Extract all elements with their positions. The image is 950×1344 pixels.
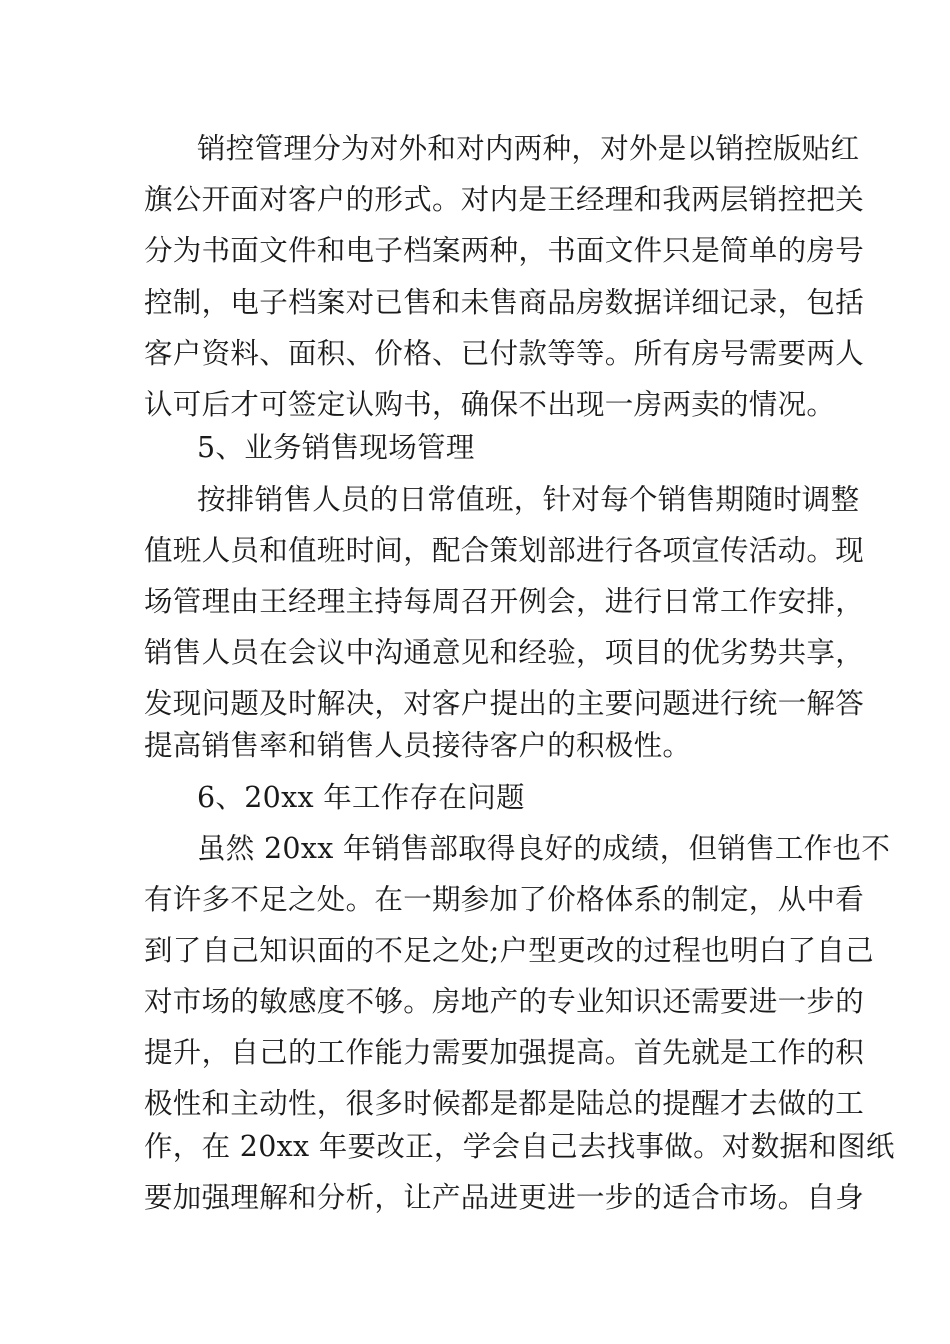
paragraph-line: 要加强理解和分析，让产品进更进一步的适合市场。自身 <box>144 1181 865 1214</box>
paragraph-line: 极性和主动性，很多时候都是都是陆总的提醒才去做的工 <box>144 1087 865 1120</box>
paragraph-line: 有许多不足之处。在一期参加了价格体系的制定，从中看 <box>144 883 865 916</box>
paragraph-line: 按排销售人员的日常值班，针对每个销售期随时调整 <box>197 483 860 516</box>
paragraph-line: 销售人员在会议中沟通意见和经验，项目的优劣势共享， <box>144 636 865 669</box>
paragraph-line: 提升，自己的工作能力需要加强提高。首先就是工作的积 <box>144 1036 865 1069</box>
paragraph-line: 销控管理分为对外和对内两种，对外是以销控版贴红 <box>197 132 860 165</box>
paragraph-line: 控制，电子档案对已售和未售商品房数据详细记录，包括 <box>144 286 865 319</box>
paragraph-line: 对市场的敏感度不够。房地产的专业知识还需要进一步的 <box>144 985 865 1018</box>
paragraph-line: 到了自己知识面的不足之处;户型更改的过程也明白了自己 <box>144 934 874 967</box>
paragraph-line: 客户资料、面积、价格、已付款等等。所有房号需要两人 <box>144 337 865 370</box>
paragraph-line: 虽然 20xx 年销售部取得良好的成绩，但销售工作也不 <box>197 832 891 865</box>
section-heading: 6、20xx 年工作存在问题 <box>197 781 525 814</box>
paragraph-line: 分为书面文件和电子档案两种，书面文件只是简单的房号 <box>144 234 865 267</box>
paragraph-line: 作，在 20xx 年要改正，学会自己去找事做。对数据和图纸 <box>144 1130 895 1163</box>
paragraph-line: 值班人员和值班时间，配合策划部进行各项宣传活动。现 <box>144 534 865 567</box>
paragraph-line: 场管理由王经理主持每周召开例会，进行日常工作安排， <box>144 585 865 618</box>
paragraph-line: 认可后才可签定认购书，确保不出现一房两卖的情况。 <box>144 388 836 421</box>
paragraph-line: 发现问题及时解决，对客户提出的主要问题进行统一解答 <box>144 687 865 720</box>
section-heading: 5、业务销售现场管理 <box>197 431 475 464</box>
paragraph-line: 提高销售率和销售人员接待客户的积极性。 <box>144 729 692 762</box>
paragraph-line: 旗公开面对客户的形式。对内是王经理和我两层销控把关 <box>144 183 865 216</box>
